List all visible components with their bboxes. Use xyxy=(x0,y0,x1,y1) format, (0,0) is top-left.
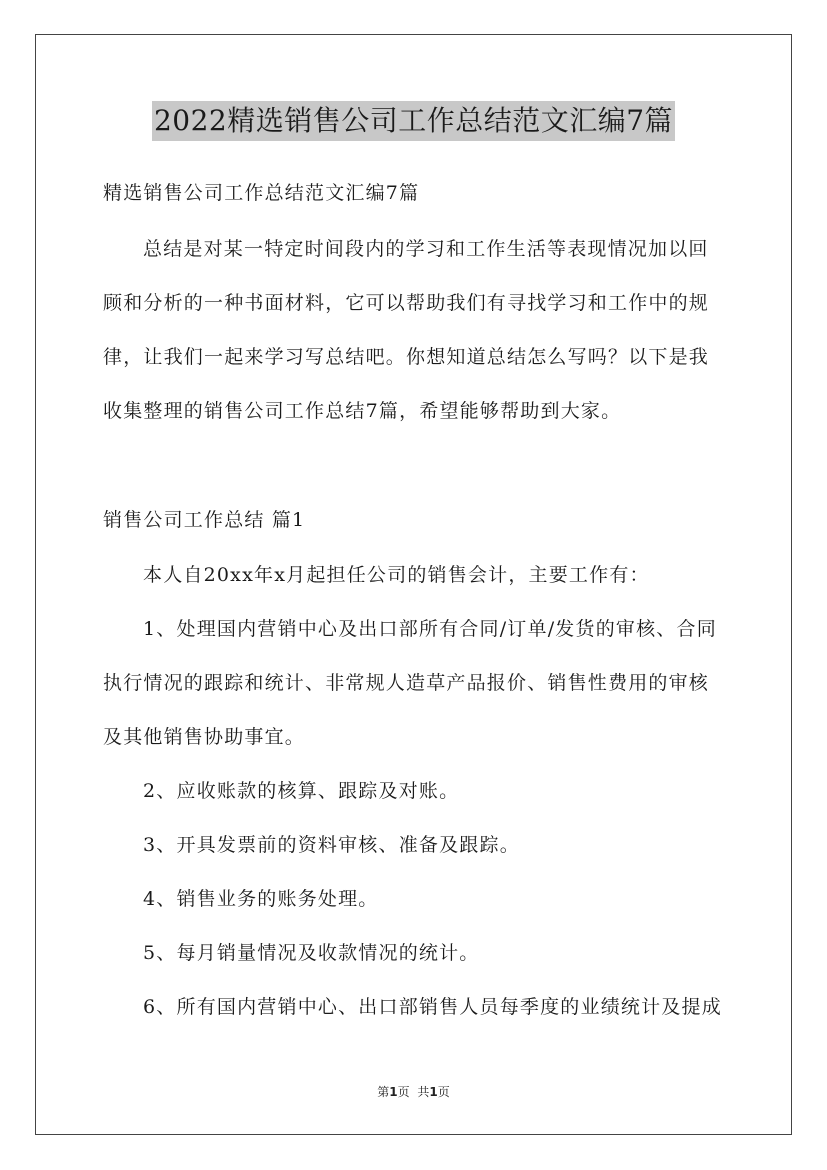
section-line-9: 6、所有国内营销中心、出口部销售人员每季度的业绩统计及提成 xyxy=(143,996,722,1018)
document-subtitle: 精选销售公司工作总结范文汇编7篇 xyxy=(103,182,420,204)
footer-total-number: 1 xyxy=(429,1085,438,1099)
intro-line-1: 总结是对某一特定时间段内的学习和工作生活等表现情况加以回 xyxy=(143,238,709,260)
footer-page-suffix: 页 xyxy=(397,1085,410,1099)
document-title-text: 2022精选销售公司工作总结范文汇编7篇 xyxy=(152,101,675,141)
section-line-2: 1、处理国内营销中心及出口部所有合同/订单/发货的审核、合同 xyxy=(143,618,717,640)
section-line-6: 3、开具发票前的资料审核、准备及跟踪。 xyxy=(143,834,520,856)
footer-page-number: 1 xyxy=(389,1085,398,1099)
footer-total-prefix: 共 xyxy=(417,1085,430,1099)
footer-page-prefix: 第 xyxy=(377,1085,390,1099)
intro-line-4: 收集整理的销售公司工作总结7篇，希望能够帮助到大家。 xyxy=(103,400,622,422)
section-heading: 销售公司工作总结 篇1 xyxy=(103,509,306,531)
document-title xyxy=(0,100,827,141)
section-line-3: 执行情况的跟踪和统计、非常规人造草产品报价、销售性费用的审核 xyxy=(103,672,710,694)
intro-line-3: 律，让我们一起来学习写总结吧。你想知道总结怎么写吗？以下是我 xyxy=(103,346,710,368)
section-line-5: 2、应收账款的核算、跟踪及对账。 xyxy=(143,780,460,802)
page-footer xyxy=(0,1084,827,1100)
section-line-1: 本人自20xx年x月起担任公司的销售会计，主要工作有： xyxy=(143,564,650,586)
section-line-7: 4、销售业务的账务处理。 xyxy=(143,888,379,910)
section-line-8: 5、每月销量情况及收款情况的统计。 xyxy=(143,942,480,964)
section-line-4: 及其他销售协助事宜。 xyxy=(103,726,306,748)
intro-line-2: 顾和分析的一种书面材料，它可以帮助我们有寻找学习和工作中的规 xyxy=(103,292,710,314)
footer-total-suffix: 页 xyxy=(437,1085,450,1099)
